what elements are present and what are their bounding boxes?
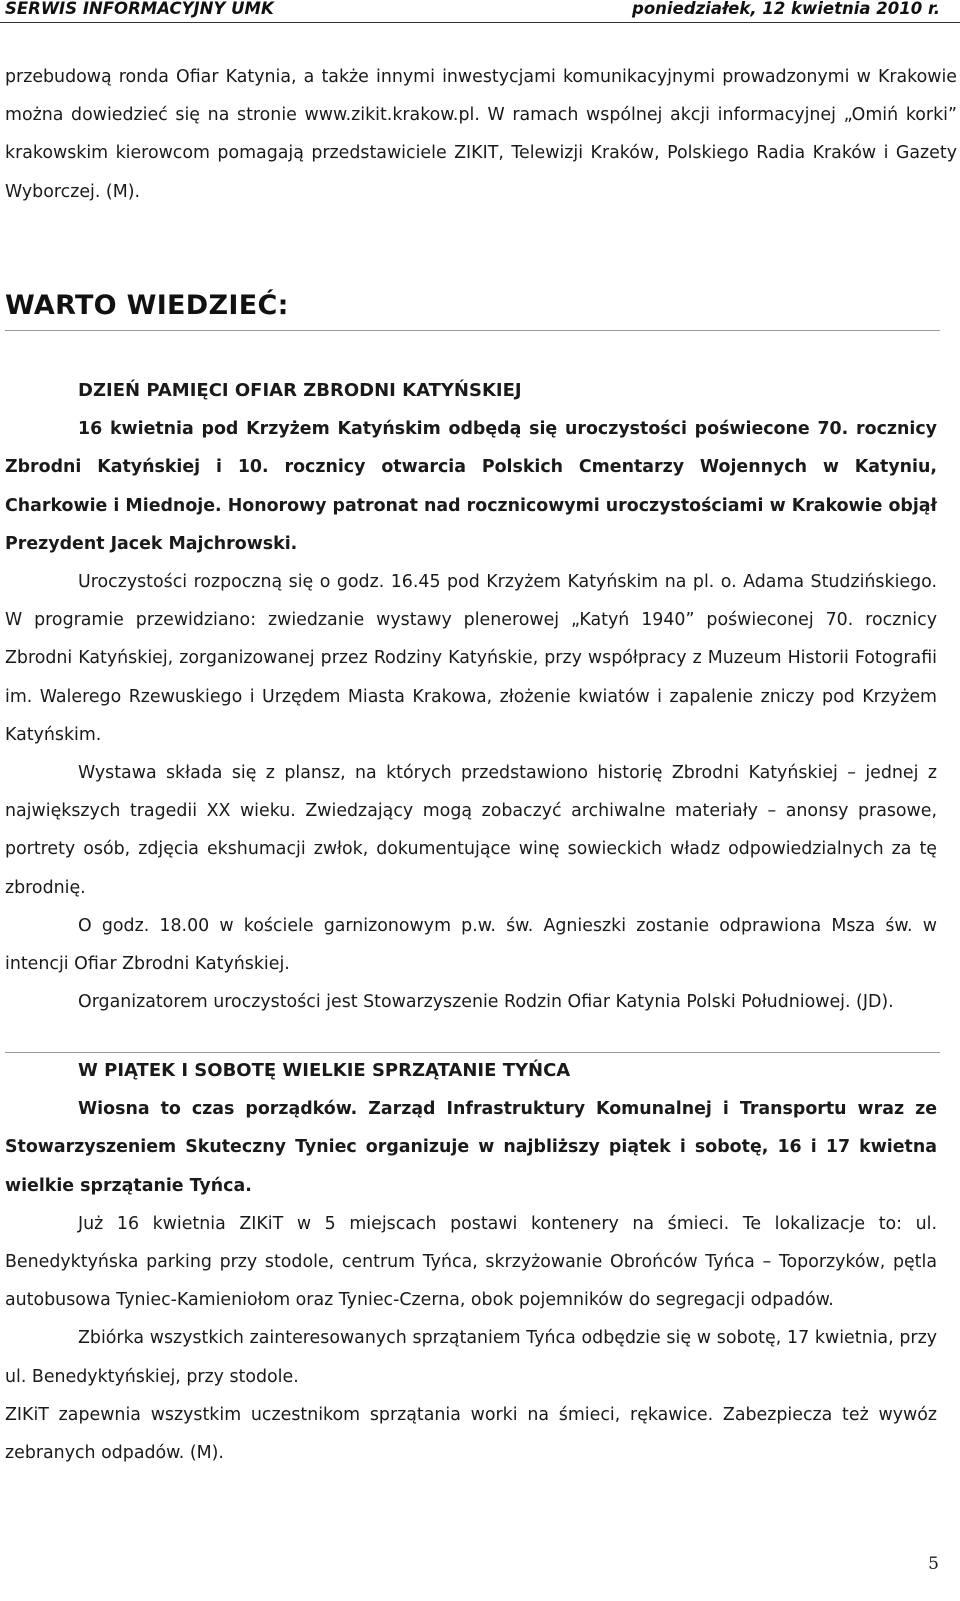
article-katyn-paragraph: Uroczystości rozpoczną się o godz. 16.45 pod Krzyżem Katyńskim na pl. o. Adama Studzińskiego. W programie przewidziano: zwiedzanie wystawy plenerowej „Katyń 1940” poświeconej 70. rocznicy Zbrodni Katyńskiej, zorganizowanej przez Rodziny Katyńskie, przy współpracy z Muzeum Historii Fotografii im. Walerego Rzewuskiego i Urzędem Miasta Krakowa, złożenie kwiatów i zapalenie zniczy pod Krzyżem Katyńskim. <box>5 572 937 745</box>
page-header <box>0 0 960 21</box>
article-divider <box>5 1052 940 1053</box>
article-katyn-paragraph: Wystawa składa się z plansz, na których przedstawiono historię Zbrodni Katyńskiej – jednej z największych tragedii XX wieku. Zwiedzający mogą zobaczyć archiwalne materiały – anonsy prasowe, portrety osób, zdjęcia ekshumacji zwłok, dokumentujące winę sowieckich władz odpowiedzialnych za tę zbrodnię. <box>5 763 937 898</box>
article-katyn-paragraph: O godz. 18.00 w kościele garnizonowym p.w. św. Agnieszki zostanie odprawiona Msza św. w intencji Ofiar Zbrodni Katyńskiej. <box>5 915 937 975</box>
article-tyniec <box>5 1052 937 1472</box>
section-title: WARTO WIEDZIEĆ: <box>5 290 289 321</box>
article-katyn-lead: 16 kwietnia pod Krzyżem Katyńskim odbędą się uroczystości poświecone 70. rocznicy Zbrodni Katyńskiej i 10. rocznicy otwarcia Polskich Cmentarzy Wojennych w Katyniu, Charkowie i Miednoje. Honorowy patronat nad rocznicowymi uroczystościami w Krakowie objął Prezydent Jacek Majchrowski. <box>5 419 937 554</box>
article-tyniec-paragraph: Zbiórka wszystkich zainteresowanych sprzątaniem Tyńca odbędzie się w sobotę, 17 kwietnia, przy ul. Benedyktyńskiej, przy stodole. <box>5 1328 937 1387</box>
article-katyn-heading: DZIEŃ PAMIĘCI OFIAR ZBRODNI KATYŃSKIEJ <box>78 380 522 401</box>
section-heading <box>5 290 957 334</box>
page-number: 5 <box>928 1554 939 1574</box>
section-rule <box>5 330 940 331</box>
article-katyn <box>5 372 937 1021</box>
header-rule <box>0 22 960 23</box>
header-publication-title: SERWIS INFORMACYJNY UMK <box>5 0 274 18</box>
intro-block <box>5 58 957 211</box>
header-date: poniedziałek, 12 kwietnia 2010 r. <box>632 0 940 18</box>
article-tyniec-lead: Wiosna to czas porządków. Zarząd Infrastruktury Komunalnej i Transportu wraz ze Stowarzyszeniem Skuteczny Tyniec organizuje w najbliższy piątek i sobotę, 16 i 17 kwietna wielkie sprzątanie Tyńca. <box>5 1099 937 1196</box>
intro-paragraph: przebudową ronda Ofiar Katynia, a także innymi inwestycjami komunikacyjnymi prowadzonymi w Krakowie można dowiedzieć się na stronie www.zikit.krakow.pl. W ramach wspólnej akcji informacyjnej „Omiń korki” krakowskim kierowcom pomagają przedstawiciele ZIKIT, Telewizji Kraków, Polskiego Radia Kraków i Gazety Wyborczej. (M). <box>5 67 957 202</box>
article-tyniec-paragraph: Już 16 kwietnia ZIKiT w 5 miejscach postawi kontenery na śmieci. Te lokalizacje to: ul. Benedyktyńska parking przy stodole, centrum Tyńca, skrzyżowanie Obrońców Tyńca – Toporzyków, pętla autobusowa Tyniec-Kamieniołom oraz Tyniec-Czerna, obok pojemników do segregacji odpadów. <box>5 1213 937 1311</box>
article-tyniec-paragraph: ZIKiT zapewnia wszystkim uczestnikom sprzątania worki na śmieci, rękawice. Zabezpiecza też wywóz zebranych odpadów. (M). <box>5 1404 937 1464</box>
article-tyniec-heading: W PIĄTEK I SOBOTĘ WIELKIE SPRZĄTANIE TYŃCA <box>78 1060 571 1081</box>
article-katyn-paragraph: Organizatorem uroczystości jest Stowarzyszenie Rodzin Ofiar Katynia Polski Południowej. (JD). <box>78 992 894 1013</box>
